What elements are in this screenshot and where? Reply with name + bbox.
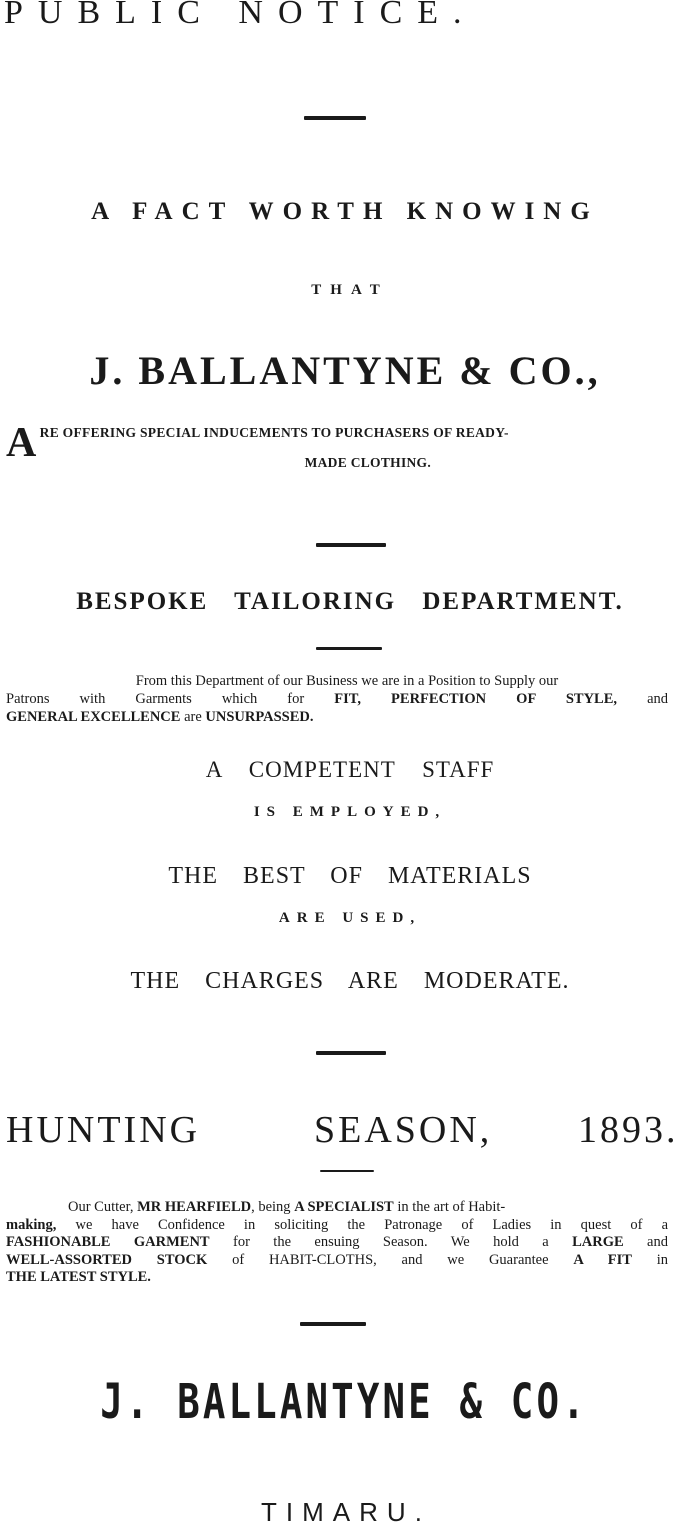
divider-1: [304, 116, 366, 120]
that-line: THAT: [311, 282, 389, 298]
bespoke-paragraph: [6, 672, 668, 726]
divider-3: [316, 647, 382, 650]
employed-line: IS EMPLOYED,: [253, 804, 447, 820]
cutter-line-4d: in: [631, 1251, 669, 1268]
offer-line-1: RE OFFERING SPECIAL INDUCEMENTS TO PURCHASERS OF READY-: [39, 425, 509, 440]
cutter-line-2b: we have Confidence in soliciting the Patronage of Ladies in quest of a: [56, 1216, 668, 1233]
cutter-paragraph: [6, 1199, 668, 1287]
offer-line-2: MADE CLOTHING.: [304, 455, 432, 470]
season-year: 1893.: [578, 1109, 679, 1151]
bespoke-line-2b: FIT, PERFECTION OF STYLE,: [334, 691, 618, 707]
cutter-line-4a: WELL-ASSORTED STOCK: [6, 1251, 208, 1268]
fact-heading: A FACT WORTH KNOWING: [91, 198, 599, 225]
cutter-line-4: [6, 1252, 668, 1270]
cutter-line-3c: LARGE: [572, 1234, 624, 1250]
competent-staff-line: A COMPETENT STAFF: [205, 757, 495, 782]
firm-name-heading: J. BALLANTYNE & CO.,: [89, 348, 601, 393]
cutter-line-5: THE LATEST STYLE.: [6, 1269, 151, 1285]
cutter-line-4c: A FIT: [573, 1251, 632, 1268]
divider-2: [316, 543, 386, 547]
materials-line: THE BEST OF MATERIALS: [168, 863, 532, 889]
bespoke-line-3a: GENERAL EXCELLENCE: [6, 709, 181, 725]
charges-line: THE CHARGES ARE MODERATE.: [130, 968, 570, 994]
cutter-line-3: [6, 1234, 668, 1252]
bespoke-line-2: [6, 690, 668, 708]
notice-title: PUBLIC NOTICE.: [4, 0, 477, 31]
cutter-line-4b: of HABIT-CLOTHS, and we Guarantee: [207, 1251, 574, 1268]
cutter-line-1e: in the art of Habit-: [393, 1199, 506, 1215]
bespoke-heading: BESPOKE TAILORING DEPARTMENT.: [76, 588, 624, 615]
cutter-line-1b: MR HEARFIELD: [137, 1199, 252, 1215]
bespoke-line-3b: are: [180, 709, 206, 725]
divider-4: [316, 1051, 386, 1055]
drop-cap: A: [6, 420, 37, 466]
cutter-line-2a: making,: [6, 1216, 57, 1233]
bespoke-line-3: [6, 708, 668, 726]
hunting-word: HUNTING: [6, 1109, 201, 1151]
offer-paragraph: [6, 418, 696, 478]
bespoke-line-1: From this Department of our Business we are in a Position to Supply our: [135, 673, 559, 689]
season-word: SEASON,: [314, 1109, 493, 1151]
bespoke-line-2c: and: [617, 691, 669, 707]
cutter-line-3d: and: [623, 1234, 668, 1250]
divider-6: [300, 1322, 366, 1326]
cutter-line-1: [6, 1199, 668, 1217]
cutter-line-1a: Our Cutter,: [68, 1199, 138, 1215]
cutter-line-1c: , being: [251, 1199, 295, 1215]
cutter-line-1d: A SPECIALIST: [294, 1199, 394, 1215]
cutter-line-2: [6, 1217, 668, 1235]
divider-5: [320, 1170, 374, 1172]
bespoke-line-3c: UNSURPASSED.: [205, 709, 314, 725]
footer-town: TIMARU.: [261, 1497, 431, 1527]
cutter-line-3b: for the ensuing Season. We hold a: [209, 1234, 573, 1250]
cutter-line-3a: FASHIONABLE GARMENT: [6, 1234, 210, 1250]
footer-firm-name: J. BALLANTYNE & CO.: [100, 1374, 588, 1430]
bespoke-line-2a: Patrons with Garments which for: [6, 691, 335, 707]
used-line: ARE USED,: [278, 910, 422, 926]
